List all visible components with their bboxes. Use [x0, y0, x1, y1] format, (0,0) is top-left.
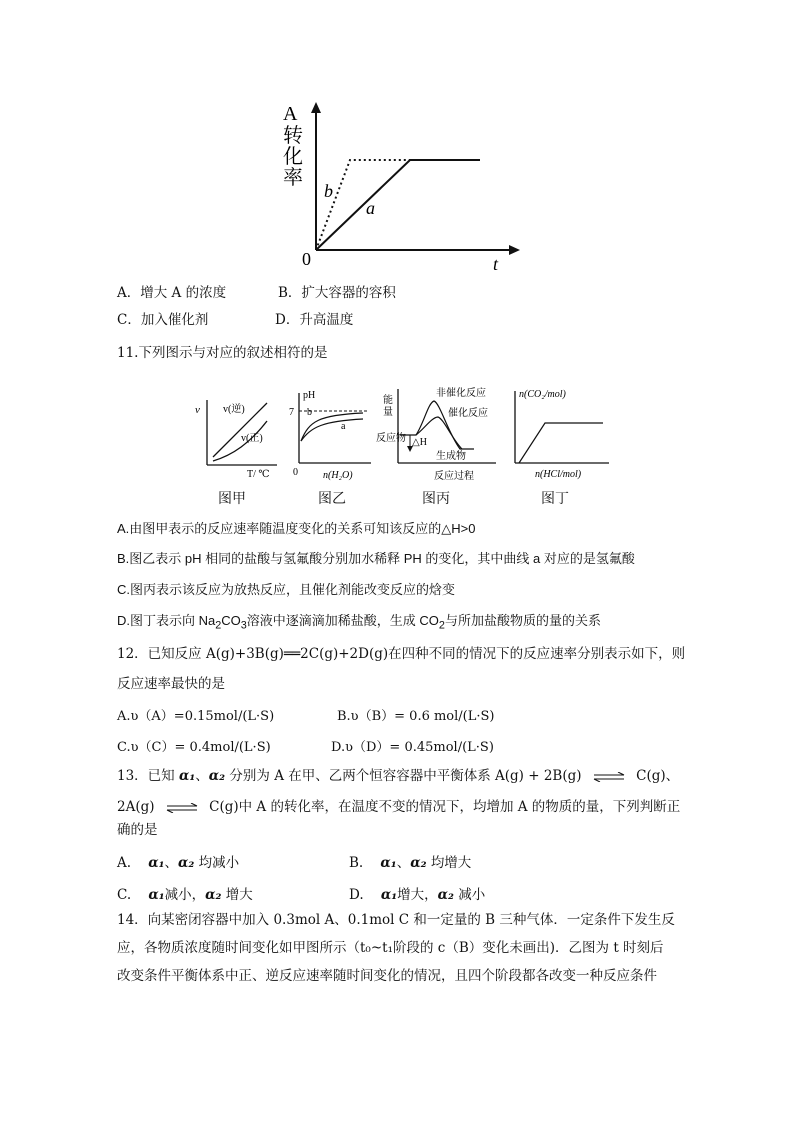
conversion-chart: [280, 100, 530, 275]
fig-ding-y-label: n(CO₂/mol): [519, 389, 566, 400]
fig-bing-cat: 催化反应: [448, 408, 488, 419]
fig-bing-y1: 能: [383, 395, 393, 406]
y-label-2: 转: [283, 125, 303, 147]
fig-bing: [376, 383, 501, 483]
q13-line-1: 13．已知 α₁、α₂ 分别为 A 在甲、乙两个恒容容器中平衡体系 A(g) + 2B(g) C(g)、: [117, 768, 680, 784]
fig-jia-caption: 图甲: [218, 491, 246, 507]
curve-a-label: a: [366, 198, 375, 218]
x-axis-arrow: [509, 245, 520, 255]
q11-option-b: B.图乙表示 pH 相同的盐酸与氢氟酸分别加水稀释 PH 的变化，其中曲线 a 对应的是氢氟酸: [117, 551, 635, 566]
q14-line-1: 14．向某密闭容器中加入 0.3mol A、0.1mol C 和一定量的 B 三种气体．一定条件下发生反: [117, 912, 675, 928]
q10-option-b: B．扩大容器的容积: [278, 285, 396, 301]
fig-yi-caption: 图乙: [318, 491, 346, 507]
y-axis-arrow: [311, 102, 321, 113]
curve-a: [316, 160, 480, 250]
fig-bing-product: 生成物: [436, 451, 466, 462]
q13-line-2: 2A(g) C(g)中 A 的转化率，在温度不变的情况下，均增加 A 的物质的量，下列判断正: [117, 799, 681, 815]
q11-option-a: A.由图甲表示的反应速率随温度变化的关系可知该反应的△H>0: [117, 521, 476, 536]
fig-bing-y2: 量: [383, 407, 393, 418]
fig-jia-x-label: T/ ℃: [247, 469, 270, 480]
fig-bing-noncat: 非催化反应: [436, 388, 486, 399]
q12-option-a: A.ʋ（A）=0.15mol/(L·S): [117, 709, 275, 724]
alpha1-symbol: α₁: [178, 768, 196, 784]
fig-yi-curve-a: a: [341, 421, 346, 432]
q12-stem-1: 12．已知反应 A(g)+3B(g)══2C(g)+2D(g)在四种不同的情况下的反应速率分别表示如下，则: [117, 646, 686, 662]
y-label-4: 率: [283, 167, 303, 189]
y-label-1: A: [283, 103, 298, 125]
alpha2-symbol: α₂: [208, 768, 226, 784]
origin-label: 0: [302, 249, 311, 269]
fig-yi-y-label: pH: [303, 390, 316, 401]
fig-bing-x-label: 反应过程: [434, 471, 474, 482]
fig-ding: [505, 383, 615, 483]
fig-yi-curve-b: b: [307, 407, 312, 418]
q10-option-d: D．升高温度: [275, 312, 354, 328]
fig-jia-curve2: v(正): [241, 433, 263, 444]
fig-bing-reactant: 反应物: [376, 433, 406, 444]
fig-yi-y-tick: 7: [289, 407, 294, 418]
q13-option-c: C. α₁减小，α₂ 增大: [117, 887, 253, 903]
q14-line-2: 应，各物质浓度随时间变化如甲图所示（t₀~t₁阶段的 c（B）变化未画出)．乙图为 t 时刻后: [117, 940, 664, 956]
equilibrium-arrow-1: [592, 772, 626, 782]
fig-jia: [185, 395, 285, 480]
q10-option-c: C．加入催化剂: [117, 312, 209, 328]
q11-option-d: D.图丁表示向 $Na_2CO_3$溶液中逐滴滴加稀盐酸，生成 $CO_2$与所加盐酸物质的量的关系: [117, 613, 601, 632]
q12-option-d: D.ʋ（D）= 0.45mol/(L·S): [331, 740, 494, 755]
q13-option-d: D. α₁增大，α₂ 减小: [349, 887, 486, 903]
fig-bing-dh: △H: [412, 437, 427, 448]
q13-line-3: 确的是: [117, 822, 158, 838]
q12-stem-2: 反应速率最快的是: [117, 676, 225, 692]
q13-option-a: A. α₁、α₂ 均减小: [117, 855, 240, 871]
curve-a: [301, 419, 363, 441]
fig-jia-y-label: v: [195, 404, 200, 416]
fig-bing-caption: 图丙: [422, 491, 450, 507]
q11-option-c: C.图丙表示该反应为放热反应，且催化剂能改变反应的焓变: [117, 582, 456, 597]
q14-line-3: 改变条件平衡体系中正、逆反应速率随时间变化的情况，且四个阶段都各改变一种反应条件: [117, 968, 657, 984]
q11-stem: 11.下列图示与对应的叙述相符的是: [117, 345, 328, 361]
fig-yi-x-label: n(H₂O): [323, 470, 353, 481]
curve-b-label: b: [324, 181, 333, 201]
fig-yi-origin: 0: [293, 467, 298, 478]
x-label: t: [493, 254, 499, 274]
fig-ding-caption: 图丁: [541, 491, 569, 507]
fig-ding-x-label: n(HCl/mol): [535, 469, 582, 480]
y-label-3: 化: [283, 146, 303, 168]
fig-yi: [283, 385, 375, 485]
curve-co2: [519, 423, 603, 463]
q10-option-a: A．增大 A 的浓度: [117, 285, 227, 301]
fig-jia-curve1: v(逆): [223, 404, 245, 415]
q13-option-b: B. α₁、α₂ 均增大: [349, 855, 472, 871]
equilibrium-arrow-2: [165, 803, 199, 813]
q12-option-c: C.ʋ（C）= 0.4mol/(L·S): [117, 740, 271, 755]
q12-option-b: B.ʋ（B）= 0.6 mol/(L·S): [337, 709, 495, 724]
